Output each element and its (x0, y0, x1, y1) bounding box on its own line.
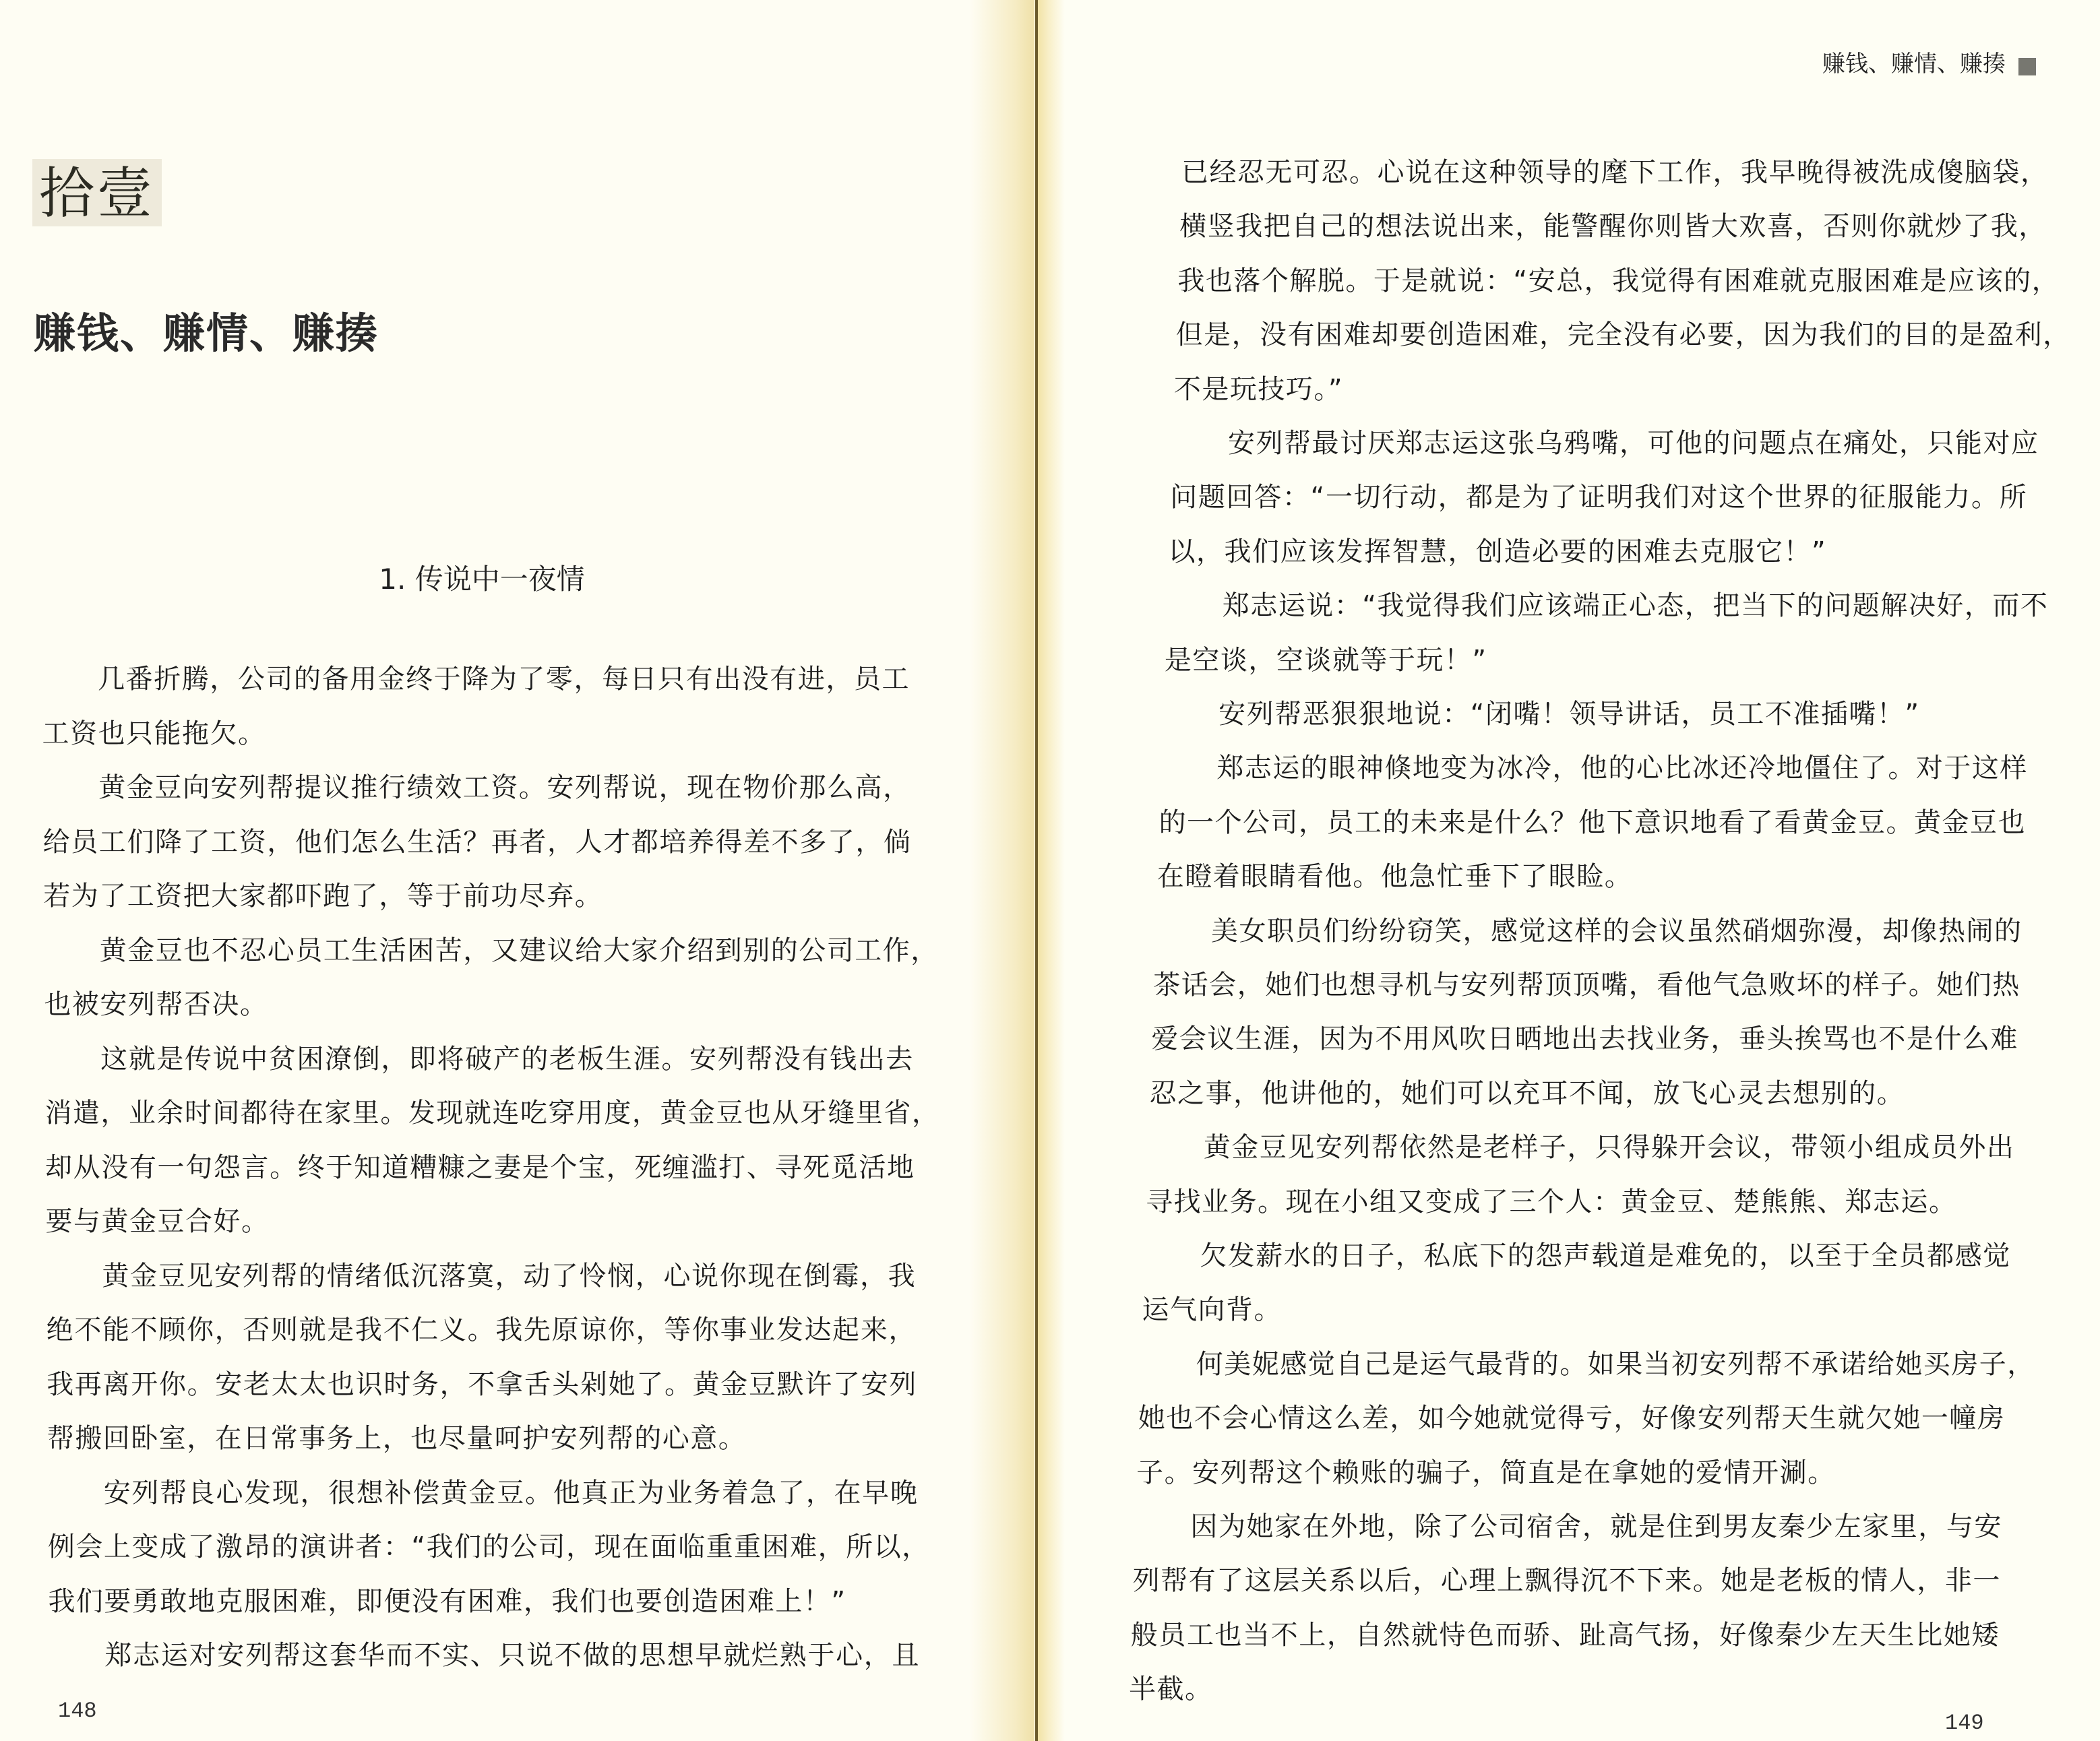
text-line: 问题回答：“一切行动，都是为了证明我们对这个世界的征服能力。所 (1170, 482, 2028, 513)
text-line: 几番折腾，公司的备用金终于降为了零，每日只有出没有进，员工 (42, 664, 910, 695)
text-line: 是空谈，空谈就等于玩！” (1164, 644, 1487, 676)
text-line: 也被安列帮否决。 (44, 989, 268, 1020)
text-line: 绝不能不顾你，否则就是我不仁义。我先原谅你，等你事业发达起来， (46, 1315, 917, 1346)
square-bullet-icon (2018, 58, 2036, 75)
chapter-number: 拾壹 (32, 159, 162, 226)
text-line: 茶话会，她们也想寻机与安列帮顶顶嘴，看他气急败坏的样子。她们热 (1153, 970, 2020, 1001)
text-line: 的一个公司，员工的未来是什么？他下意识地看了看黄金豆。黄金豆也 (1159, 806, 2027, 838)
text-line: 因为她家在外地，除了公司宿舍，就是住到男友秦少左家里，与安 (1134, 1511, 2002, 1542)
text-line: 列帮有了这层关系以后，心理上飘得沉不下来。她是老板的情人，非一 (1132, 1565, 2001, 1597)
text-line: 我也落个解脱。于是就说：“安总，我觉得有困难就克服困难是应该的， (1177, 265, 2060, 296)
section-title: 1. 传说中一夜情 (379, 563, 585, 596)
text-line: 已经忍无可忍。心说在这种领导的麾下工作，我早晚得被洗成傻脑袋， (1181, 157, 2049, 188)
text-line: 安列帮最讨厌郑志运这张乌鸦嘴，可他的问题点在痛处，只能对应 (1172, 428, 2039, 459)
text-line: 黄金豆见安列帮的情绪低沉落寞，动了怜悯，心说你现在倒霉，我 (46, 1260, 917, 1292)
text-line: 寻找业务。现在小组又变成了三个人：黄金豆、楚熊熊、郑志运。 (1146, 1186, 1957, 1217)
text-line: 我们要勇敢地克服困难，即便没有困难，我们也要创造困难上！” (48, 1585, 846, 1617)
text-line: 郑志运对安列帮这套华而不实、只说不做的思想早就烂熟于心，且 (49, 1640, 920, 1671)
page-number-right: 149 (1945, 1711, 1984, 1736)
text-line: 爱会议生涯，因为不用风吹日晒地出去找业务，垂头挨骂也不是什么难 (1151, 1023, 2018, 1055)
page-number-left: 148 (58, 1699, 97, 1723)
text-line: 要与黄金豆合好。 (45, 1206, 270, 1237)
text-line: 我再离开你。安老太太也识时务，不拿舌头剁她了。黄金豆默许了安列 (47, 1368, 917, 1400)
text-line: 消遣，业余时间都待在家里。发现就连吃穿用度，黄金豆也从牙缝里省， (44, 1098, 940, 1129)
text-line: 般员工也当不上，自然就恃色而骄、趾高气扬，好像秦少左天生比她矮 (1130, 1619, 2000, 1651)
left-page (0, 0, 1034, 1741)
text-line: 若为了工资把大家都吓跑了，等于前功尽弃。 (43, 881, 603, 912)
text-line: 但是，没有困难却要创造困难，完全没有必要，因为我们的目的是盈利， (1175, 319, 2071, 351)
right-page (1041, 0, 2100, 1741)
text-line: 她也不会心情这么差，如今她就觉得亏，好像安列帮天生就欠她一幢房 (1138, 1403, 2006, 1434)
text-line: 例会上变成了激昂的演讲者：“我们的公司，现在面临重重困难，所以， (47, 1531, 930, 1562)
text-line: 帮搬回卧室，在日常事务上，也尽量呵护安列帮的心意。 (47, 1423, 747, 1454)
text-line: 黄金豆向安列帮提议推行绩效工资。安列帮说，现在物价那么高， (42, 772, 911, 803)
text-line: 安列帮良心发现，很想补偿黄金豆。他真正为业务着急了，在早晚 (47, 1477, 919, 1509)
text-line: 工资也只能拖欠。 (42, 718, 266, 749)
chapter-title: 赚钱、赚情、赚揍 (34, 309, 379, 358)
text-line: 给员工们降了工资，他们怎么生活？再者，人才都培养得差不多了，倘 (42, 826, 912, 858)
gutter-shadow-left (970, 0, 1034, 1741)
text-line: 在瞪着眼睛看他。他急忙垂下了眼睑。 (1156, 861, 1633, 893)
text-line: 却从没有一句怨言。终于知道糟糠之妻是个宝，死缠滥打、寻死觅活地 (45, 1151, 915, 1183)
text-line: 不是玩技巧。” (1173, 373, 1344, 405)
text-line: 黄金豆见安列帮依然是老样子，只得躲开会议，带领小组成员外出 (1147, 1132, 2015, 1164)
text-line: 这就是传说中贫困潦倒，即将破产的老板生涯。安列帮没有钱出去 (44, 1043, 914, 1075)
running-head: 赚钱、赚情、赚揍 (1822, 51, 2006, 77)
text-line: 欠发薪水的日子，私底下的怨声载道是难免的，以至于全员都感觉 (1144, 1240, 2011, 1271)
text-line: 忍之事，他讲他的，她们可以充耳不闻，放飞心灵去想别的。 (1149, 1077, 1905, 1109)
text-line: 横竖我把自己的想法说出来，能警醒你则皆大欢喜，否则你就炒了我， (1179, 211, 2047, 243)
text-line: 以，我们应该发挥智慧，创造必要的困难去克服它！” (1168, 536, 1827, 567)
text-line: 郑志运说：“我觉得我们应该端正心态，把当下的问题解决好，而不 (1166, 590, 2049, 622)
text-line: 美女职员们纷纷窃笑，感觉这样的会议虽然硝烟弥漫，却像热闹的 (1155, 915, 2022, 947)
text-line: 郑志运的眼神倏地变为冰冷，他的心比冰还冷地僵住了。对于这样 (1161, 753, 2028, 784)
text-line: 半截。 (1129, 1674, 1213, 1705)
text-line: 运气向背。 (1142, 1294, 1282, 1326)
text-line: 黄金豆也不忍心员工生活困苦，又建议给大家介绍到别的公司工作， (43, 935, 939, 966)
gutter-shadow-right (1038, 0, 1065, 1741)
text-line: 何美妮感觉自己是运气最背的。如果当初安列帮不承诺给她买房子， (1140, 1348, 2035, 1380)
text-line: 安列帮恶狠狠地说：“闭嘴！领导讲话，员工不准插嘴！” (1163, 699, 1920, 730)
text-line: 子。安列帮这个赖账的骗子，简直是在拿她的爱情开涮。 (1136, 1457, 1836, 1488)
